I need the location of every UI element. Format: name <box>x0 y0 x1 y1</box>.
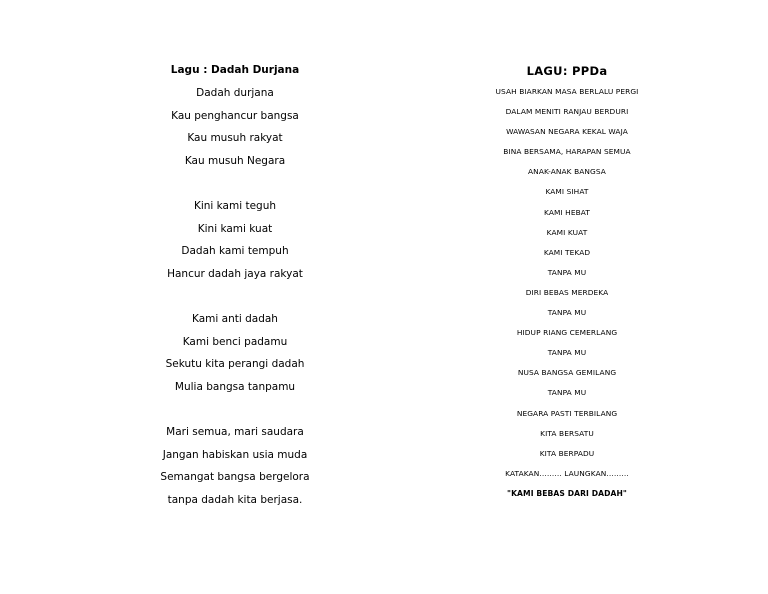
lyric-line: KAMI KUAT <box>546 227 588 237</box>
lyric-line: Sekutu kita perangi dadah <box>165 358 305 371</box>
lyric-line: Mari semua, mari saudara <box>166 425 304 438</box>
lyric-line: NEGARA PASTI TERBILANG <box>516 408 618 418</box>
lyric-line: HIDUP RIANG CEMERLANG <box>516 328 618 338</box>
lyric-line: DALAM MENITI RANJAU BERDURI <box>505 107 629 117</box>
lyric-line: USAH BIARKAN MASA BERLALU PERGI <box>495 87 639 96</box>
lyric-line: KITA BERPADU <box>539 448 595 458</box>
stanza-2 <box>135 195 335 285</box>
song-dadah-durjana <box>135 61 335 511</box>
lyric-line: NUSA BANGSA GEMILANG <box>517 368 617 378</box>
lyric-line: DIRI BEBAS MERDEKA <box>525 287 609 297</box>
lyric-line: KAMI SIHAT <box>545 187 589 197</box>
lyrics-list <box>467 82 667 504</box>
lyric-line: Kau penghancur bangsa <box>171 109 299 122</box>
lyric-line: Semangat bangsa bergelora <box>160 471 310 484</box>
stanza-4 <box>135 421 335 511</box>
lyric-line: TANPA MU <box>547 388 587 398</box>
lyric-line: TANPA MU <box>547 267 587 277</box>
lyric-line: tanpa dadah kita berjasa. <box>167 493 303 506</box>
song-title-right: LAGU: PPDa <box>526 64 608 78</box>
lyric-line: KATAKAN……… LAUNGKAN……… <box>505 468 629 478</box>
stanza-1 <box>135 82 335 172</box>
lyric-line: Kini kami teguh <box>193 199 277 212</box>
lyric-line: BINA BERSAMA, HARAPAN SEMUA <box>503 147 631 157</box>
lyric-line: Kami benci padamu <box>182 335 288 348</box>
lyric-line: WAWASAN NEGARA KEKAL WAJA <box>506 127 628 137</box>
lyric-line: Kami anti dadah <box>192 312 278 325</box>
lyric-line: TANPA MU <box>547 308 587 318</box>
lyric-line: KAMI HEBAT <box>544 207 590 217</box>
lyric-line: KAMI TEKAD <box>543 247 591 257</box>
lyric-line: Dadah durjana <box>196 87 274 99</box>
song-ppda <box>467 62 667 504</box>
lyric-line: KITA BERSATU <box>540 428 594 438</box>
lyric-line-final: "KAMI BEBAS DARI DADAH" <box>507 488 627 498</box>
song-title-left: Lagu : Dadah Durjana <box>170 64 300 76</box>
lyric-line: TANPA MU <box>547 348 587 358</box>
lyric-line: Kini kami kuat <box>197 222 273 235</box>
lyric-line: Kau musuh Negara <box>184 154 286 167</box>
stanza-3 <box>135 308 335 398</box>
lyric-line: Hancur dadah jaya rakyat <box>167 267 303 280</box>
lyric-line: Dadah kami tempuh <box>181 245 289 258</box>
lyric-line: ANAK-ANAK BANGSA <box>528 167 606 177</box>
lyric-line: Mulia bangsa tanpamu <box>174 380 296 393</box>
lyric-line: Jangan habiskan usia muda <box>162 448 308 461</box>
lyric-line: Kau musuh rakyat <box>187 132 283 145</box>
